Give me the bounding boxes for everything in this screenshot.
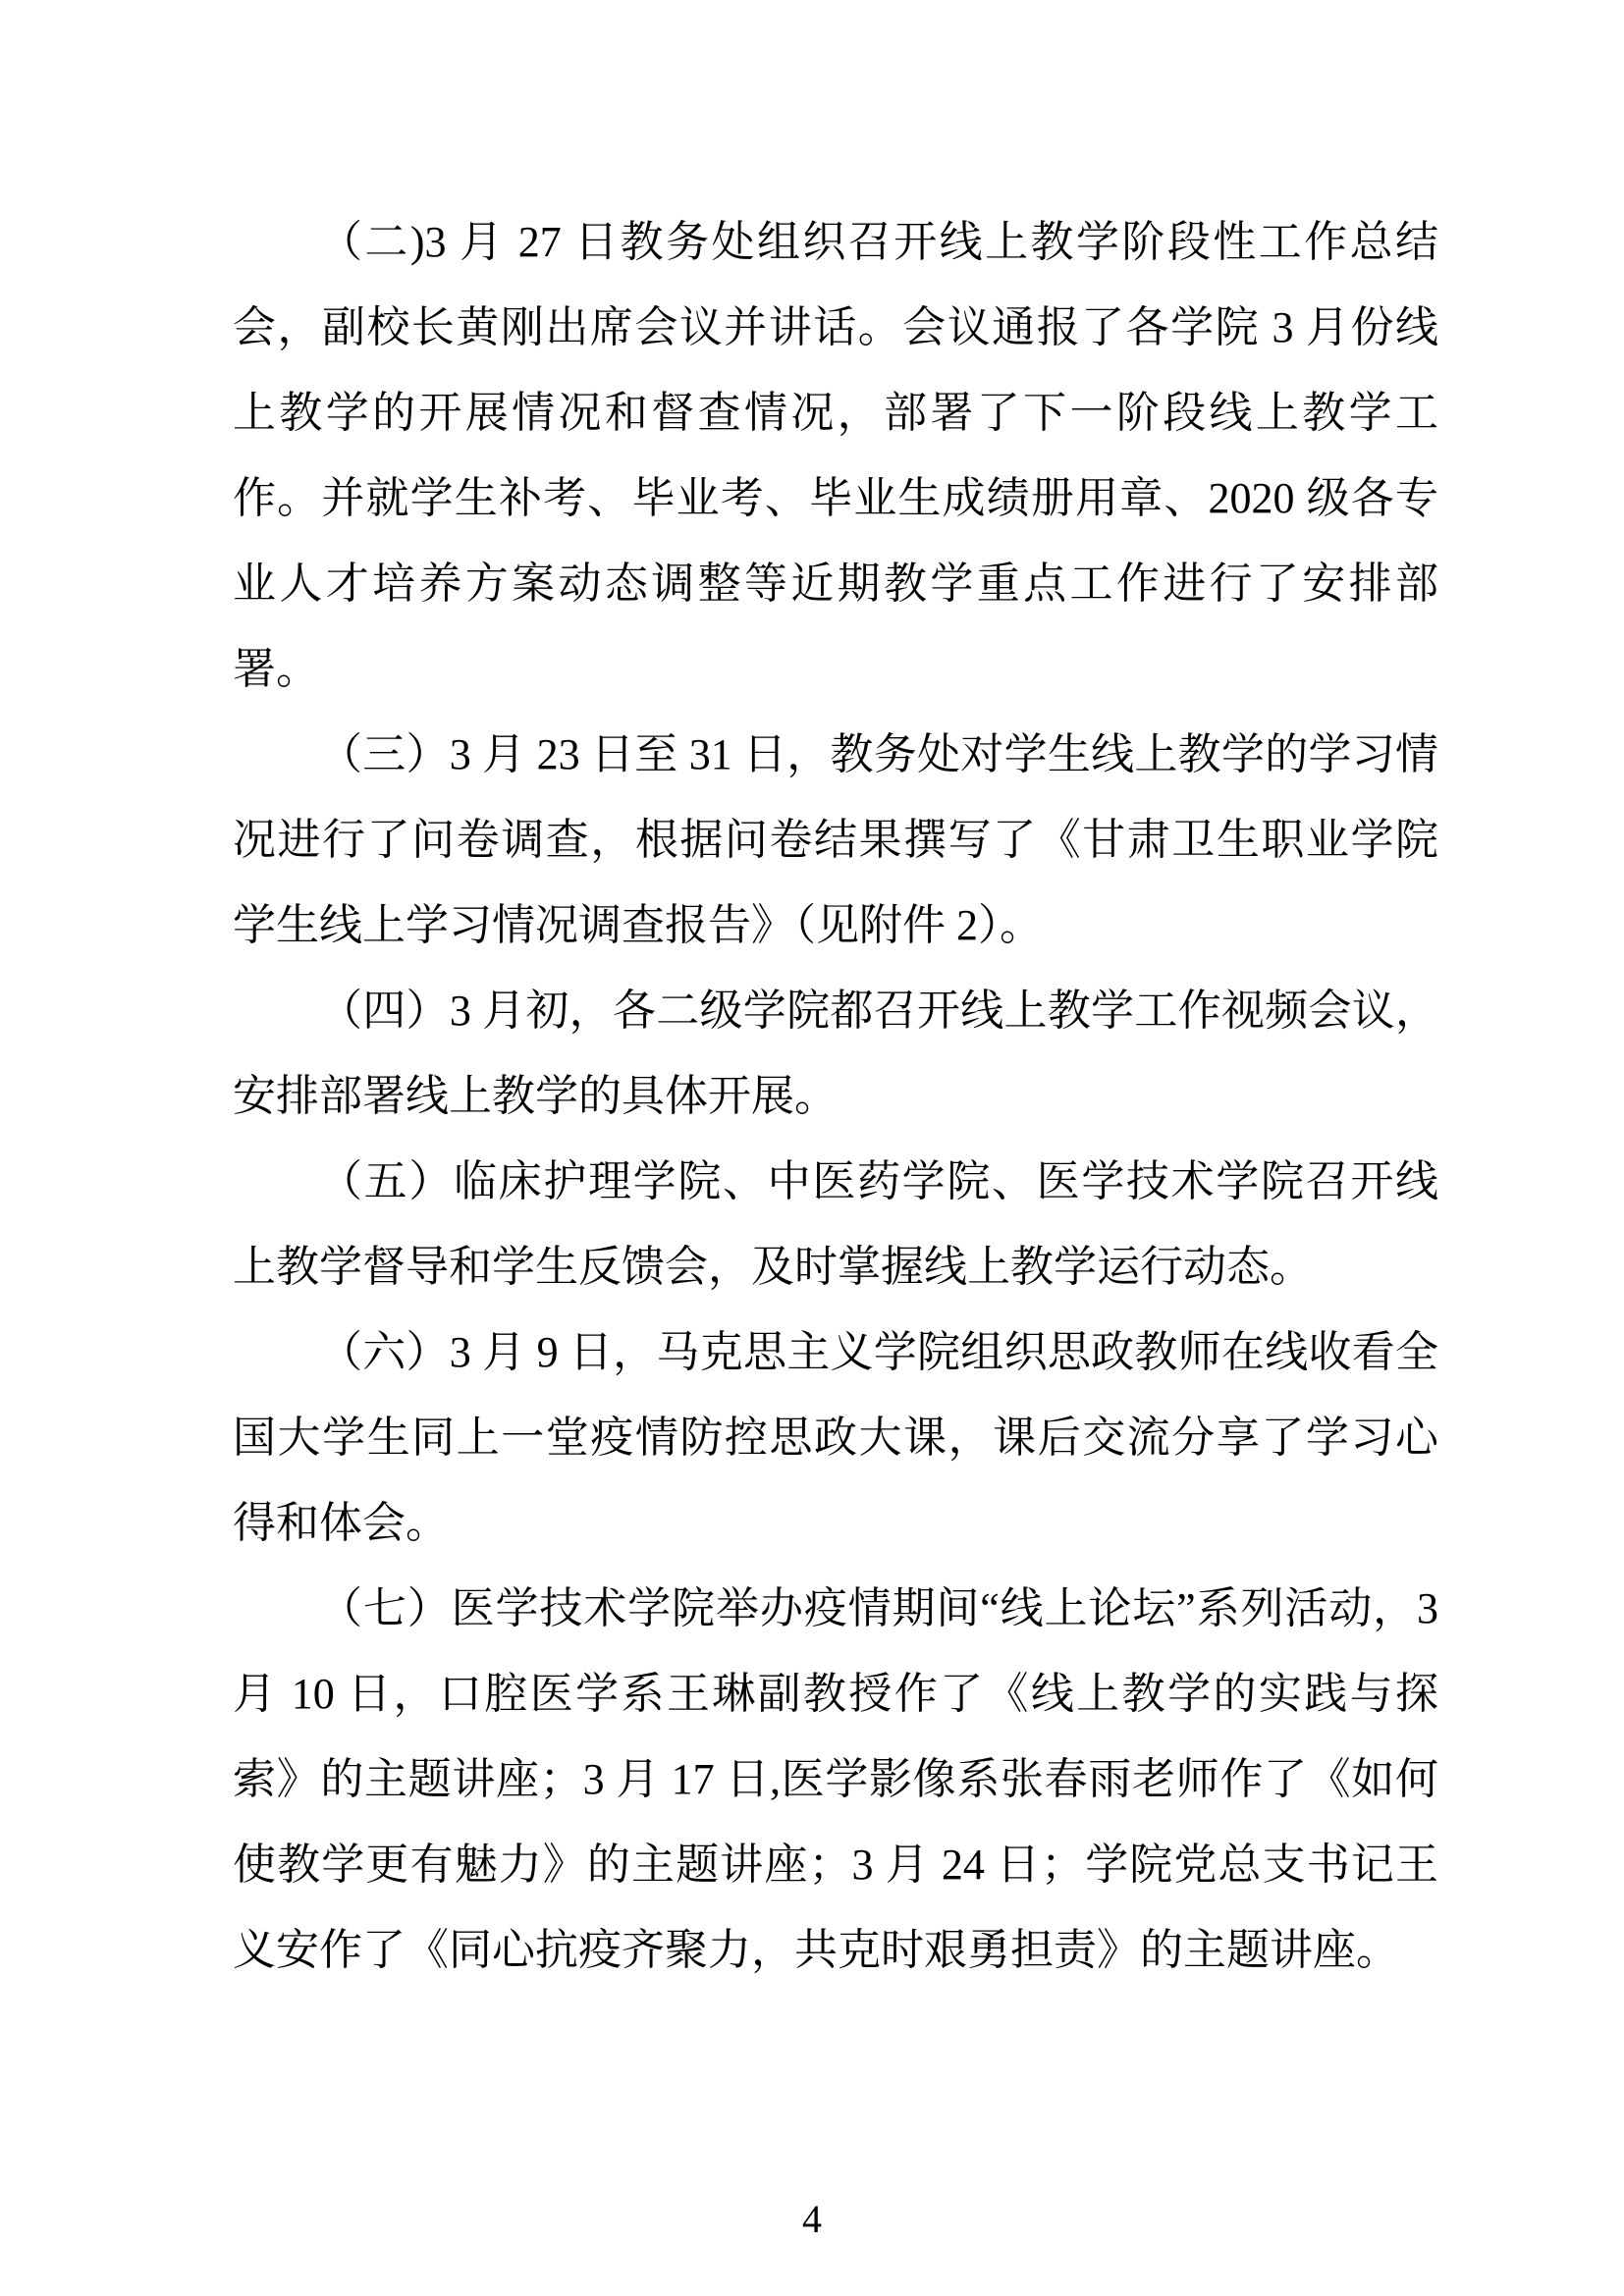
paragraph-5: （五）临床护理学院、中医药学院、医学技术学院召开线上教学督导和学生反馈会，及时掌握线上教学运行动态。 (233, 1157, 1438, 1291)
page-footer (0, 2196, 1624, 2243)
paragraph-4: （四）3 月初，各二级学院都召开线上教学工作视频会议，安排部署线上教学的具体开展。 (233, 987, 1438, 1120)
paragraph-3: （三）3 月 23 日至 31 日，教务处对学生线上教学的学习情况进行了问卷调查，根据问卷结果撰写了《甘肃卫生职业学院学生线上学习情况调查报告》（见附件 2）。 (233, 730, 1438, 949)
page-number: 4 (802, 2197, 822, 2241)
paragraph-6: （六）3 月 9 日，马克思主义学院组织思政教师在线收看全国大学生同上一堂疫情防控思政大课，课后交流分享了学习心得和体会。 (233, 1328, 1438, 1547)
paragraph-2: （二)3 月 27 日教务处组织召开线上教学阶段性工作总结会，副校长黄刚出席会议并讲话。会议通报了各学院 3 月份线上教学的开展情况和督查情况，部署了下一阶段线上教学工作。并就学生补考、毕业考、毕业生成绩册用章、2020 级各专业人才培养方案动态调整等近期教学重点工作进行了安排部署。 (233, 218, 1438, 693)
paragraph-7: （七）医学技术学院举办疫情期间“线上论坛”系列活动，3 月 10 日，口腔医学系王琳副教授作了《线上教学的实践与探索》的主题讲座；3 月 17 日,医学影像系张春雨老师作了《如何使教学更有魅力》的主题讲座；3 月 24 日；学院党总支书记王义安作了《同心抗疫齐聚力，共克时艰勇担责》的主题讲座。 (233, 1584, 1438, 1974)
document-body (233, 199, 1438, 1993)
